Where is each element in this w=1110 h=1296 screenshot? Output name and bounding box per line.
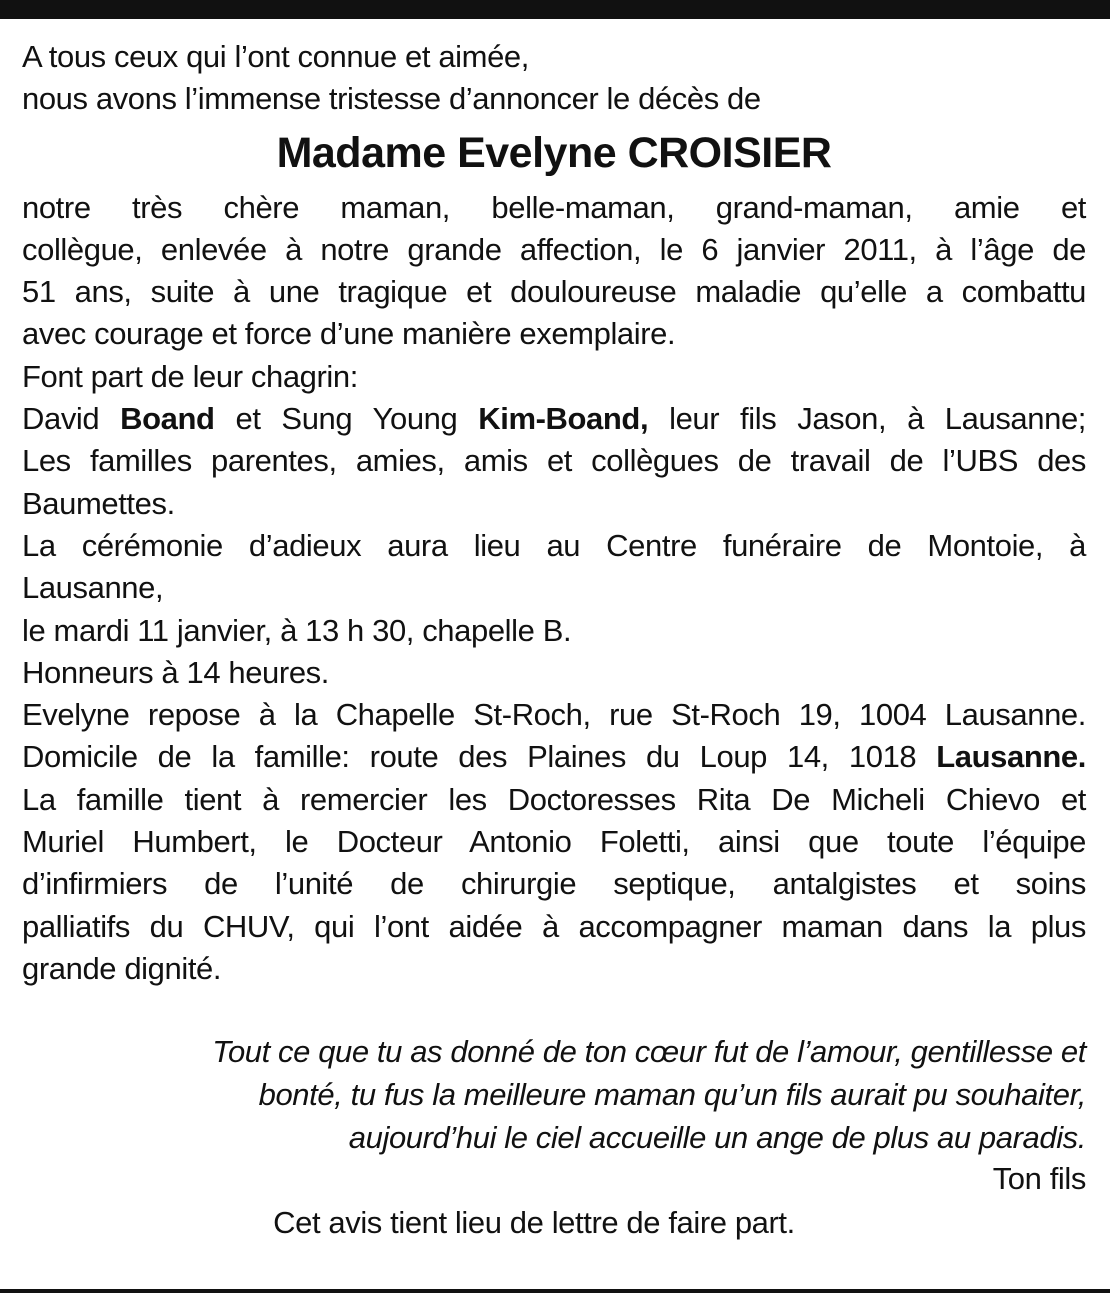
thanks-line: grande dignité. bbox=[22, 950, 222, 986]
poem-line: bonté, tu fus la meilleure maman qu’un fils aurait pu souhaiter, bbox=[258, 1077, 1086, 1113]
ceremony-line: La cérémonie d’adieux aura lieu au Centre funéraire de Montoie, à bbox=[22, 527, 1086, 563]
top-border bbox=[0, 0, 1110, 19]
domicile-city: Lausanne. bbox=[936, 739, 1086, 775]
font-part-line: Font part de leur chagrin: bbox=[22, 358, 358, 394]
thanks-line: palliatifs du CHUV, qui l’ont aidée à accompagner maman dans la plus bbox=[22, 908, 1086, 944]
thanks-line: La famille tient à remercier les Doctoresses Rita De Micheli Chievo et bbox=[22, 781, 1086, 817]
signature: Ton fils bbox=[992, 1161, 1086, 1197]
obituary-notice bbox=[22, 36, 1086, 1244]
body-line: avec courage et force d’une manière exemplaire. bbox=[22, 316, 676, 352]
thanks-line: Muriel Humbert, le Docteur Antonio Foletti, ainsi que toute l’équipe bbox=[22, 824, 1086, 860]
thanks-line: d’infirmiers de l’unité de chirurgie septique, antalgistes et soins bbox=[22, 866, 1086, 902]
repose-line: Evelyne repose à la Chapelle St-Roch, rue St-Roch 19, 1004 Lausanne. bbox=[22, 697, 1086, 733]
family-text: et Sung Young bbox=[214, 401, 479, 437]
domicile-text: Domicile de la famille: route des Plaines du Loup 14, 1018 bbox=[22, 739, 937, 775]
ceremony-line: Lausanne, bbox=[22, 570, 164, 606]
honneurs-line: Honneurs à 14 heures. bbox=[22, 654, 329, 690]
family-surname: Boand bbox=[120, 401, 215, 437]
date-line: le mardi 11 janvier, à 13 h 30, chapelle B. bbox=[22, 612, 572, 648]
bottom-border bbox=[0, 1289, 1110, 1293]
poem bbox=[22, 1030, 1086, 1159]
body-line: collègue, enlevée à notre grande affection, le 6 janvier 2011, à l’âge de bbox=[22, 231, 1086, 267]
family-line bbox=[22, 398, 1086, 440]
poem-line: Tout ce que tu as donné de ton cœur fut de l’amour, gentillesse et bbox=[212, 1034, 1086, 1070]
body-line: Baumettes. bbox=[22, 485, 175, 521]
family-text: leur fils Jason, à Lausanne; bbox=[648, 401, 1086, 437]
body-line: 51 ans, suite à une tragique et douloureuse maladie qu’elle a combattu bbox=[22, 274, 1086, 310]
deceased-name: Madame Evelyne CROISIER bbox=[276, 128, 832, 177]
intro-line: nous avons l’immense tristesse d’annoncer le décès de bbox=[22, 81, 761, 117]
family-surname: Kim-Boand, bbox=[478, 401, 649, 437]
body-line: Les familles parentes, amies, amis et collègues de travail de l’UBS des bbox=[22, 443, 1086, 479]
body-line: notre très chère maman, belle-maman, grand-maman, amie et bbox=[22, 189, 1086, 225]
poem-line: aujourd’hui le ciel accueille un ange de plus au paradis. bbox=[348, 1120, 1086, 1156]
footer-note: Cet avis tient lieu de lettre de faire part. bbox=[273, 1205, 795, 1241]
family-text: David bbox=[22, 401, 121, 437]
domicile-line bbox=[22, 736, 1086, 778]
intro-line: A tous ceux qui l’ont connue et aimée, bbox=[22, 39, 529, 74]
